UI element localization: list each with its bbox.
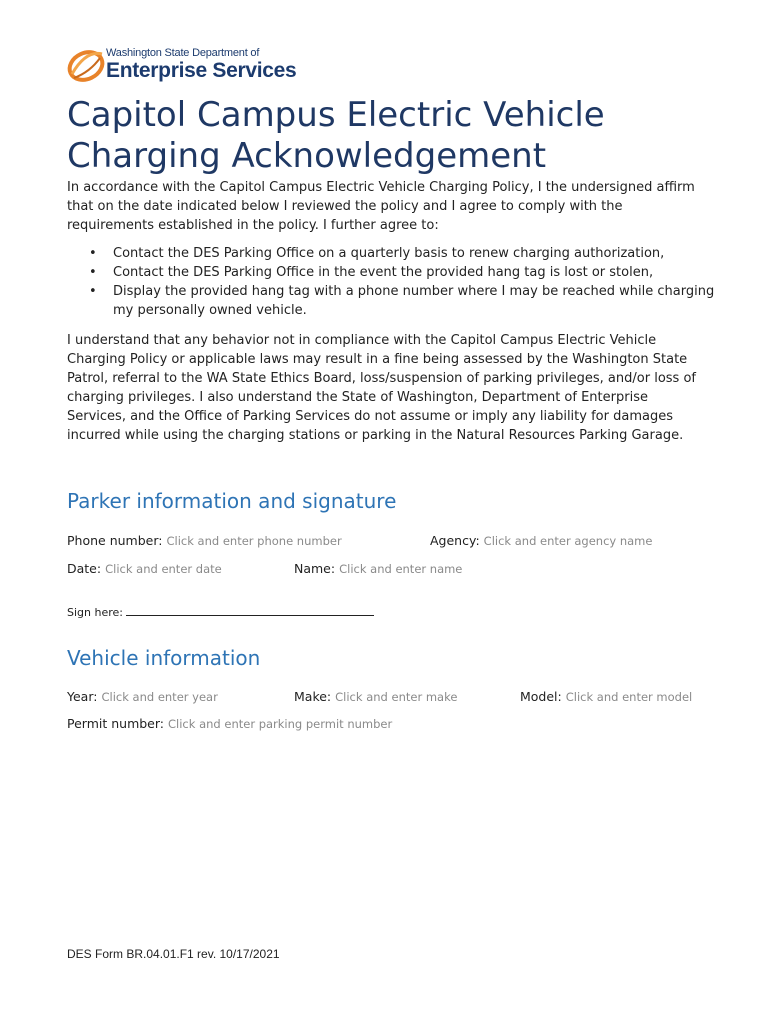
list-item: • Contact the DES Parking Office on a quarterly basis to renew charging authorization,: [67, 244, 717, 263]
des-swoosh-icon: [66, 44, 106, 86]
phone-number-input[interactable]: Click and enter phone number: [166, 534, 342, 548]
date-input[interactable]: Click and enter date: [105, 562, 222, 576]
compliance-paragraph: I understand that any behavior not in compliance with the Capitol Campus Electric Vehicle Charging Policy or applicable laws may result in a fine being assessed by the Washington State Patrol, referral to the WA State Ethics Board, loss/suspension of parking privileges, and/or loss of charging privileges. I also understand the State of Washington, Department of Enterprise Services, and the Office of Parking Services do not assume or imply any liability for damages incurred while using the charging stations or parking in the Natural Resources Parking Garage.: [67, 333, 696, 443]
year-input[interactable]: Click and enter year: [101, 690, 218, 704]
agency-input[interactable]: Click and enter agency name: [483, 534, 653, 548]
agency-label: Agency:: [430, 533, 480, 548]
permit-number-field: [67, 716, 392, 731]
name-field: [294, 561, 462, 576]
permit-number-input[interactable]: Click and enter parking permit number: [168, 717, 393, 731]
date-field: [67, 561, 222, 576]
phone-number-label: Phone number:: [67, 533, 163, 548]
agency-field: [430, 533, 652, 548]
permit-number-label: Permit number:: [67, 716, 165, 731]
page-title: Capitol Campus Electric Vehicle Charging Acknowledgement: [67, 95, 605, 176]
vehicle-section-heading: Vehicle information: [67, 646, 261, 670]
model-input[interactable]: Click and enter model: [565, 690, 693, 704]
make-input[interactable]: Click and enter make: [335, 690, 458, 704]
model-field: [520, 689, 692, 704]
phone-number-field: [67, 533, 342, 548]
logo-agency-name: Enterprise Services: [106, 59, 297, 82]
list-item: • Display the provided hang tag with a phone number where I may be reached while charging my personally owned vehicle.: [67, 282, 717, 320]
year-label: Year:: [67, 689, 98, 704]
year-field: [67, 689, 218, 704]
name-label: Name:: [294, 561, 336, 576]
intro-paragraph: In accordance with the Capitol Campus Electric Vehicle Charging Policy, I the undersigned affirm that on the date indicated below I reviewed the policy and I agree to comply with the requirements established in the policy. I further agree to:: [67, 180, 695, 233]
signature-field: [67, 604, 374, 619]
list-item: • Contact the DES Parking Office in the event the provided hang tag is lost or stolen,: [67, 263, 717, 282]
agreement-list: [67, 244, 717, 320]
date-label: Date:: [67, 561, 102, 576]
model-label: Model:: [520, 689, 562, 704]
parker-section-heading: Parker information and signature: [67, 489, 397, 513]
signature-line[interactable]: [126, 604, 374, 616]
make-field: [294, 689, 457, 704]
logo-department-text: Washington State Department of: [106, 47, 260, 59]
signature-label: Sign here:: [67, 606, 123, 619]
make-label: Make:: [294, 689, 332, 704]
des-logo: [66, 44, 296, 86]
name-input[interactable]: Click and enter name: [339, 562, 463, 576]
form-footer: DES Form BR.04.01.F1 rev. 10/17/2021: [67, 947, 280, 961]
